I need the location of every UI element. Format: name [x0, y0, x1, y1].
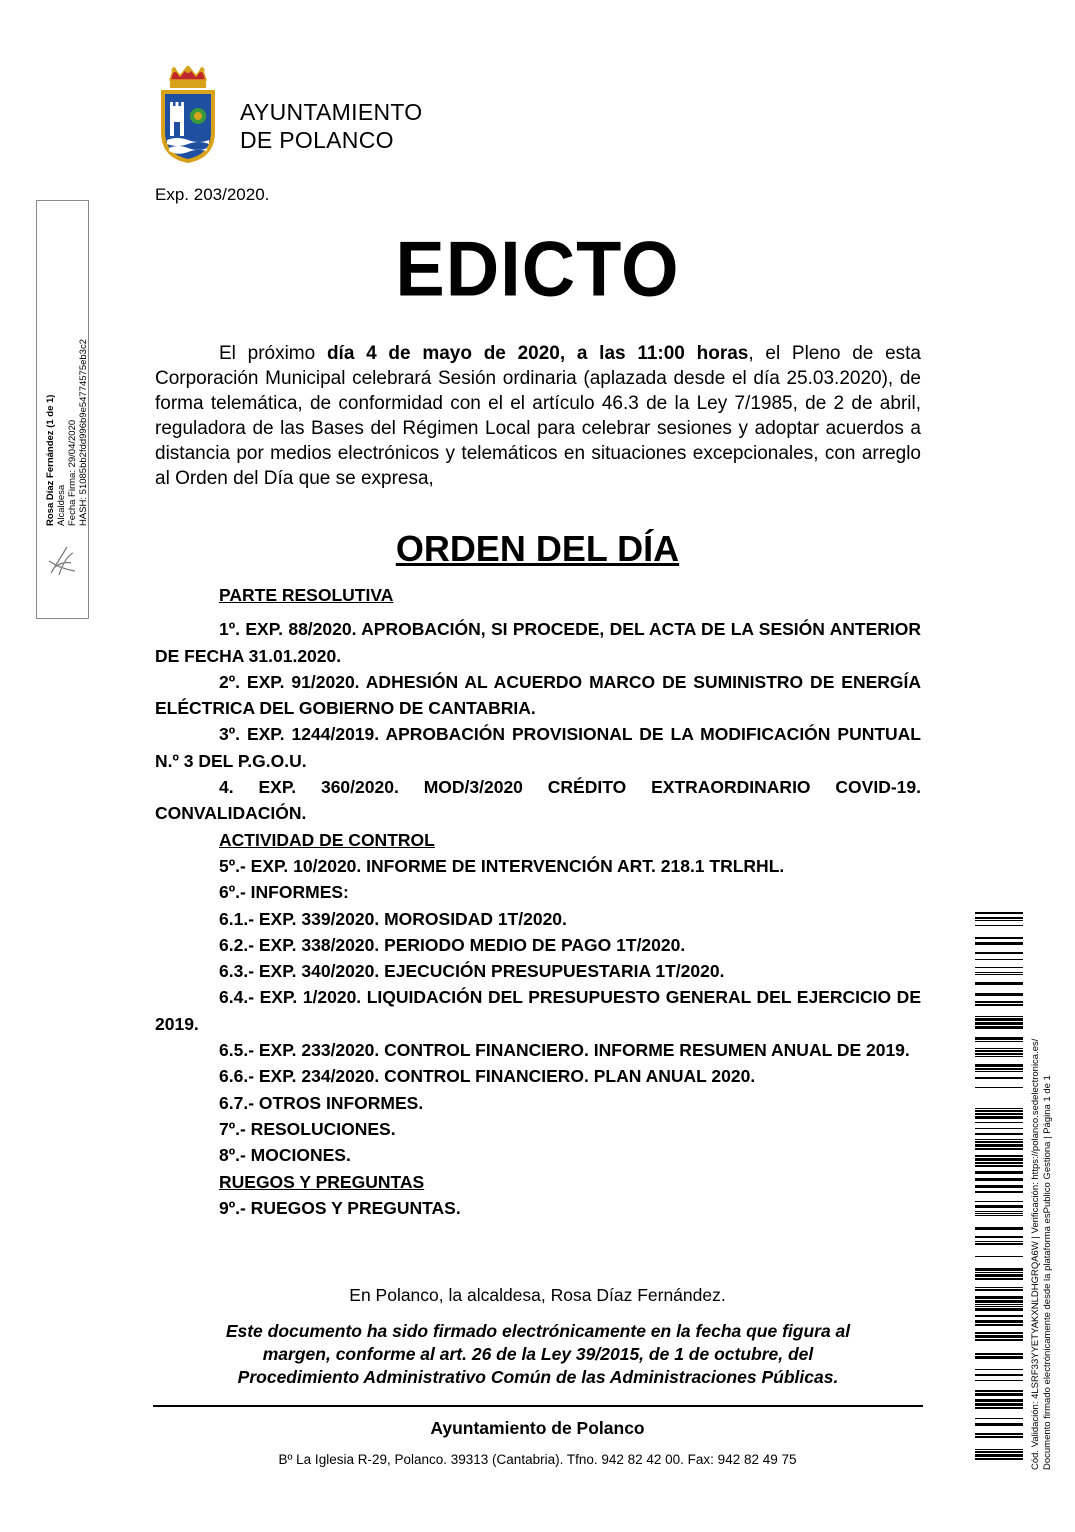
barcode-bar [975, 917, 1023, 919]
note-line: Procedimiento Administrativo Común de las Administraciones Públicas. [237, 1367, 839, 1387]
barcode-bar [975, 937, 1023, 939]
barcode-bar [975, 1304, 1023, 1305]
barcode-bar [975, 1162, 1023, 1164]
organization-name-line1: AYUNTAMIENTO [240, 99, 423, 125]
barcode-bar [975, 1272, 1023, 1273]
barcode-bar [975, 1113, 1023, 1115]
footer-divider [153, 1405, 923, 1407]
barcode-bar [975, 1053, 1023, 1055]
barcode-bar [975, 1064, 1023, 1067]
section-ruegos-preguntas: RUEGOS Y PREGUNTAS [219, 1171, 425, 1192]
barcode-bar [975, 1004, 1023, 1006]
barcode-bar [975, 1227, 1023, 1230]
barcode-bar [975, 1300, 1023, 1303]
closing-signature-line: En Polanco, la alcaldesa, Rosa Díaz Fernández. [349, 1285, 726, 1305]
agenda-subitem: 6.3.- EXP. 340/2020. EJECUCIÓN PRESUPUESTARIA 1T/2020. [219, 961, 725, 982]
intro-body: , el Pleno de esta Corporación Municipal celebrará Sesión ordinaria (aplazada desde el día 25.03.2020), de forma telemática, de conformidad con el el artículo 46.3 de la Ley 7/1985, de 2 de abril, reguladora de las Bases del Régimen Local para celebrar sesiones y adoptar acuerdos a distancia por medios electrónicos y telemáticos en situaciones excepcionales, con arreglo al Orden del Día que se expresa, [155, 343, 921, 489]
barcode-bar [975, 1211, 1023, 1212]
barcode-bar [975, 1128, 1023, 1129]
barcode-bar [975, 1407, 1023, 1409]
barcode-bar [975, 1037, 1023, 1040]
barcode-bar [975, 1041, 1023, 1042]
barcode-bar [975, 920, 1023, 921]
barcode-bar [975, 1236, 1023, 1238]
barcode-bar [975, 1458, 1023, 1460]
barcode-bar [975, 1289, 1023, 1291]
signer-name: Rosa Díaz Fernández (1 de 1) [45, 394, 56, 526]
barcode-bar [975, 912, 1023, 914]
barcode-bar [975, 1022, 1023, 1025]
agenda-item: 4. EXP. 360/2020. MOD/3/2020 CRÉDITO EXTRAORDINARIO COVID-19. CONVALIDACIÓN. [155, 777, 921, 824]
agenda-subitem: 6.1.- EXP. 339/2020. MOROSIDAD 1T/2020. [219, 908, 567, 929]
agenda-list [155, 582, 921, 1221]
barcode-bar [975, 1287, 1023, 1288]
barcode-bar [975, 1356, 1023, 1359]
barcode-bar [975, 1171, 1023, 1174]
barcode-bar [975, 1050, 1023, 1052]
agenda-item: 3º. EXP. 1244/2019. APROBACIÓN PROVISIONAL DE LA MODIFICACIÓN PUNTUAL N.º 3 DEL P.G.O.U. [155, 724, 921, 771]
municipal-crest-logo [158, 66, 218, 164]
validation-info [1030, 910, 1053, 1470]
barcode-bar [975, 1139, 1023, 1140]
barcode-bar [975, 993, 1023, 996]
barcode-bar [975, 1449, 1023, 1450]
barcode-bar [975, 1390, 1023, 1392]
barcode-bar [975, 1268, 1023, 1271]
barcode-bar [975, 1087, 1023, 1088]
barcode-bar [975, 1241, 1023, 1242]
validation-code: Cód. Validación: 4LSRF33YYETYAKXNLDHGRQA6W | Verificación: https://polanco.sedelectronica.es/ [1030, 1038, 1041, 1470]
barcode-bar [975, 1306, 1023, 1307]
barcode-bar [975, 1155, 1023, 1157]
agenda-item: 9º.- RUEGOS Y PREGUNTAS. [219, 1197, 461, 1218]
barcode-bar [975, 1433, 1023, 1435]
agenda-item: 2º. EXP. 91/2020. ADHESIÓN AL ACUERDO MARCO DE SUMINISTRO DE ENERGÍA ELÉCTRICA DEL GOBIERNO DE CANTABRIA. [155, 671, 921, 719]
barcode-bar [975, 1071, 1023, 1072]
barcode-bar [975, 1215, 1023, 1216]
barcode-bar [975, 1451, 1023, 1453]
section-parte-resolutiva: PARTE RESOLUTIVA [219, 585, 394, 605]
barcode-bar [975, 1256, 1023, 1257]
barcode-bar [975, 972, 1023, 973]
agenda-subitem: 6.7.- OTROS INFORMES. [219, 1092, 424, 1113]
barcode-bar [975, 1320, 1023, 1323]
barcode-bar [975, 1165, 1023, 1167]
document-title: EDICTO [395, 224, 680, 313]
barcode-bar [975, 1296, 1023, 1299]
validation-barcode [975, 912, 1023, 1470]
barcode-bar [975, 1436, 1023, 1438]
agenda-subitem: 6.4.- EXP. 1/2020. LIQUIDACIÓN DEL PRESUPUESTO GENERAL DEL EJERCICIO DE 2019. [155, 987, 921, 1034]
barcode-bar [975, 1201, 1023, 1202]
agenda-item: 5º.- EXP. 10/2020. INFORME DE INTERVENCIÓN ART. 218.1 TRLRHL. [219, 855, 785, 876]
agenda-heading: ORDEN DEL DÍA [395, 528, 680, 569]
agenda-subitem: 6.2.- EXP. 338/2020. PERIODO MEDIO DE PAGO 1T/2020. [219, 934, 686, 955]
footer-organization: Ayuntamiento de Polanco [430, 1418, 645, 1438]
barcode-bar [975, 1141, 1023, 1143]
barcode-bar [975, 925, 1023, 926]
barcode-bar [975, 1001, 1023, 1003]
handwritten-signature-icon [45, 541, 79, 579]
barcode-bar [975, 1191, 1023, 1193]
barcode-bar [975, 1324, 1023, 1326]
barcode-bar [975, 1016, 1023, 1017]
barcode-bar [975, 1274, 1023, 1277]
validation-platform: Documento firmado electrónicamente desde la plataforma esPublico Gestiona | Página 1 de 1 [1041, 1075, 1053, 1470]
barcode-bar [975, 1278, 1023, 1280]
barcode-bar [975, 1454, 1023, 1457]
section-actividad-control: ACTIVIDAD DE CONTROL [219, 829, 435, 850]
intro-paragraph [155, 341, 921, 491]
barcode-bar [975, 1205, 1023, 1208]
barcode-bar [975, 1399, 1023, 1402]
barcode-bar [975, 1026, 1023, 1029]
barcode-bar [975, 982, 1023, 985]
barcode-bar [975, 1213, 1023, 1214]
barcode-bar [975, 1332, 1023, 1334]
barcode-bar [975, 1243, 1023, 1245]
barcode-bar [975, 1380, 1023, 1381]
barcode-bar [975, 1418, 1023, 1419]
barcode-bar [975, 1393, 1023, 1396]
note-line: Este documento ha sido firmado electrónicamente en la fecha que figura al [225, 1321, 851, 1341]
barcode-bar [975, 967, 1023, 968]
barcode-bar [975, 1178, 1023, 1181]
barcode-bar [975, 1110, 1023, 1112]
barcode-bar [975, 974, 1023, 975]
agenda-subitem: 6.5.- EXP. 233/2020. CONTROL FINANCIERO. INFORME RESUMEN ANUAL DE 2019. [219, 1040, 910, 1061]
barcode-bar [975, 942, 1023, 945]
intro-lead: El próximo [219, 343, 327, 364]
barcode-bar [975, 1144, 1023, 1147]
barcode-bar [975, 1353, 1023, 1355]
barcode-bar [975, 1056, 1023, 1057]
note-line: margen, conforme al art. 26 de la Ley 39/2015, de 1 de octubre, del [262, 1344, 814, 1364]
barcode-bar [975, 1335, 1023, 1338]
signer-role: Alcaldesa [56, 484, 67, 526]
footer-address: Bº La Iglesia R-29, Polanco. 39313 (Cantabria). Tfno. 942 82 42 00. Fax: 942 82 49 75 [278, 1452, 797, 1467]
barcode-bar [975, 1423, 1023, 1426]
barcode-bar [975, 1148, 1023, 1150]
electronic-signature-note [155, 1320, 921, 1389]
agenda-item: 7º.- RESOLUCIONES. [219, 1118, 396, 1139]
barcode-bar [975, 1339, 1023, 1341]
agenda-item: 1º. EXP. 88/2020. APROBACIÓN, SI PROCEDE, DEL ACTA DE LA SESIÓN ANTERIOR DE FECHA 31.01.2020. [155, 619, 921, 666]
barcode-bar [975, 1308, 1023, 1311]
barcode-bar [975, 959, 1023, 960]
barcode-bar [975, 1108, 1023, 1109]
barcode-bar [975, 952, 1023, 954]
agenda-item: 8º.- MOCIONES. [219, 1145, 351, 1166]
barcode-bar [975, 1185, 1023, 1188]
barcode-bar [975, 1068, 1023, 1070]
barcode-bar [975, 1133, 1023, 1135]
signature-stamp-box [36, 200, 89, 619]
barcode-bar [975, 1077, 1023, 1079]
barcode-bar [975, 1369, 1023, 1370]
organization-name [240, 98, 423, 154]
barcode-bar [975, 1374, 1023, 1376]
barcode-bar [975, 1315, 1023, 1317]
barcode-bar [975, 1018, 1023, 1021]
barcode-bar [975, 1048, 1023, 1049]
barcode-bar [975, 1403, 1023, 1406]
barcode-bar [975, 1122, 1023, 1123]
signature-hash: HASH: 51085bb2fdd996b9e54774575eb3c2 [78, 339, 89, 526]
signature-date: Fecha Firma: 29/04/2020 [67, 419, 78, 526]
expediente-number: Exp. 203/2020. [155, 185, 270, 204]
barcode-bar [975, 1158, 1023, 1161]
agenda-item: 6º.- INFORMES: [219, 882, 349, 903]
intro-date-time: día 4 de mayo de 2020, a las 11:00 horas [326, 343, 749, 364]
organization-name-line2: DE POLANCO [240, 127, 394, 153]
barcode-bar [975, 1116, 1023, 1119]
agenda-subitem: 6.6.- EXP. 234/2020. CONTROL FINANCIERO. PLAN ANUAL 2020. [219, 1066, 756, 1087]
